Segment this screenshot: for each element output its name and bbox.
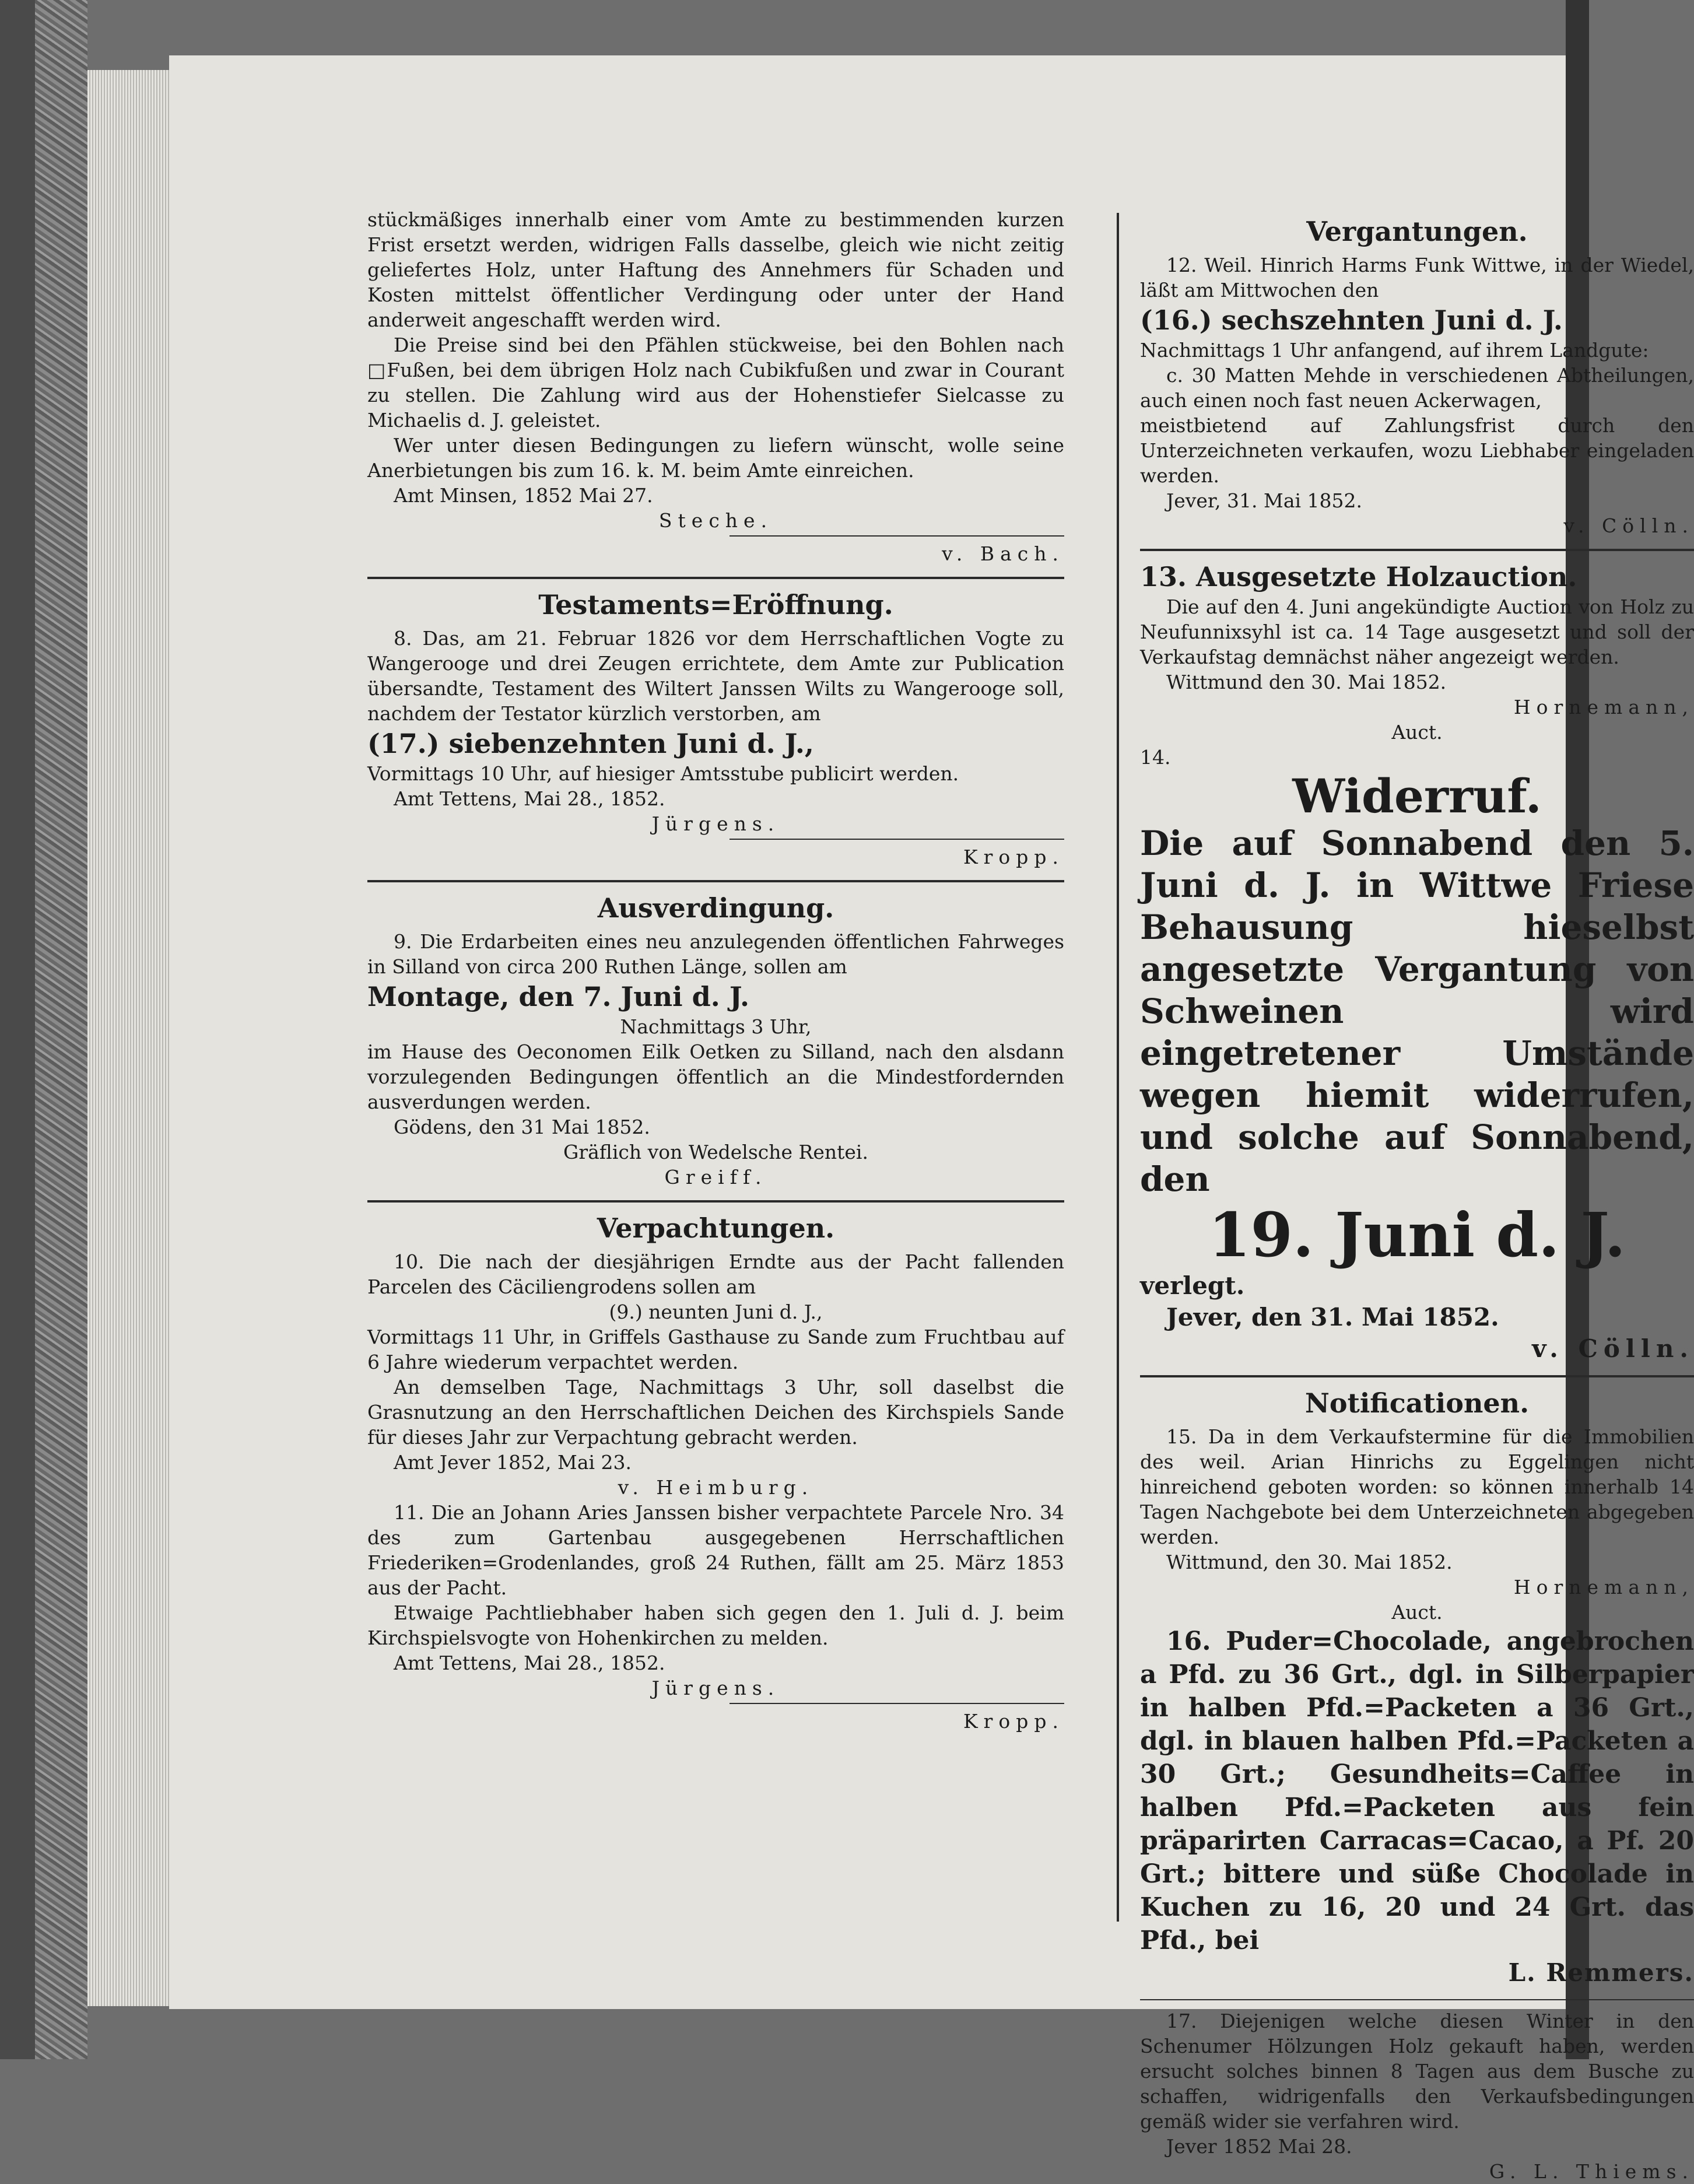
paragraph: Vormittags 10 Uhr, auf hiesiger Amtsstube publicirt werden. <box>367 762 959 785</box>
section-rule <box>1140 549 1694 551</box>
signature: v. Heimburg. <box>618 1476 814 1499</box>
notice-14-heading: Widerruf. <box>1292 769 1542 823</box>
section-rule <box>1140 1375 1694 1377</box>
signature: Steche. <box>658 509 773 532</box>
paragraph: An demselben Tage, Nachmittags 3 Uhr, soll daselbst die Grasnutzung an den Herrschaftlichen Deichen des Kirchspiels Sande für dieses Jahr zur Verpachtung gebracht werden. <box>367 1376 1064 1449</box>
signature: G. L. Thiems. <box>1489 2160 1694 2183</box>
signature-rule <box>729 1703 1064 1704</box>
signature: v. Bach. <box>942 542 1064 565</box>
date-line: Amt Tettens, Mai 28., 1852. <box>394 1652 665 1674</box>
notice-9: 9. Die Erdarbeiten eines neu anzulegenden öffentlichen Fahrweges in Silland von circa 200 Ruthen Länge, sollen am <box>367 930 1064 978</box>
newspaper-page <box>169 55 1694 2183</box>
date-line: Amt Minsen, 1852 Mai 27. <box>394 484 653 507</box>
paragraph: Etwaige Pachtliebhaber haben sich gegen den 1. Juli d. J. beim Kirchspielsvogte von Hohenkirchen zu melden. <box>367 1601 1064 1649</box>
notice-date: (17.) siebenzehnten Juni d. J., <box>367 728 814 759</box>
notice-15: 15. Da in dem Verkaufstermine für die Immobilien des weil. Arian Hinrichs zu Eggelingen nicht hinreichend geboten worden: so können innerhalb 14 Tagen Nachgebote bei dem Unterzeichneten abgegeben werden. <box>1140 1425 1694 1548</box>
date-line: Jever 1852 Mai 28. <box>1166 2135 1352 2158</box>
section-heading: Testaments=Eröffnung. <box>538 589 893 621</box>
date-line: Gödens, den 31 Mai 1852. <box>394 1116 650 1138</box>
right-column <box>1140 207 1694 2184</box>
notice-10: 10. Die nach der diesjährigen Erndte aus der Pacht fallenden Parcelen des Cäciliengrodens sollen am <box>367 1250 1064 1298</box>
section-heading: Verpachtungen. <box>597 1212 835 1244</box>
notice-14-date: 19. Juni d. J. <box>1208 1199 1626 1271</box>
notice-17: 17. Diejenigen welche diesen Winter in den Schenumer Hölzungen Holz gekauft haben, werden ersucht solches binnen 8 Tagen aus dem Busche zu schaffen, widrigenfalls den Verkaufsbedingungen gemäß wider sie verfahren wird. <box>1140 2010 1694 2133</box>
paragraph: c. 30 Matten Mehde in verschiedenen Abtheilungen, auch einen noch fast neuen Ackerwagen, <box>1140 364 1694 412</box>
section-heading: Ausverdingung. <box>597 892 834 924</box>
paragraph: stückmäßiges innerhalb einer vom Amte zu bestimmenden kurzen Frist ersetzt werden, widrigen Falls dasselbe, gleich wie nicht zeitig geliefertes Holz, unter Haftung des Annehmers für Schaden und Kosten mittelst öffentlicher Verdingung oder unter der Hand anderweit angeschafft werden wird. <box>367 208 1064 331</box>
paragraph: Nachmittags 1 Uhr anfangend, auf ihrem Landgute: <box>1140 339 1649 362</box>
notice-12: 12. Weil. Hinrich Harms Funk Wittwe, in der Wiedel, läßt am Mittwochen den <box>1140 254 1694 302</box>
paragraph: im Hause des Oeconomen Eilk Oetken zu Silland, nach den alsdann vorzulegenden Bedingungen öffentlich an die Mindestfordernden ausverdungen werden. <box>367 1040 1064 1113</box>
page-edges <box>87 70 169 2006</box>
organization: Gräflich von Wedelsche Rentei. <box>563 1141 868 1163</box>
date-line: Amt Jever 1852, Mai 23. <box>394 1451 632 1474</box>
signature: L. Remmers. <box>1508 1958 1694 1987</box>
book-cover-edge <box>0 0 87 2059</box>
notice-date: (9.) neunten Juni d. J., <box>609 1300 823 1323</box>
notice-13: Die auf den 4. Juni angekündigte Auction von Holz zu Neufunnixsyhl ist ca. 14 Tage ausgesetzt und soll der Verkaufstag demnächst näher angezeigt werden. <box>1140 595 1694 668</box>
paragraph: verlegt. <box>1140 1271 1245 1300</box>
date-line: Wittmund den 30. Mai 1852. <box>1166 671 1447 693</box>
notice-13-heading: 13. Ausgesetzte Holzauction. <box>1140 561 1577 593</box>
paragraph: Vormittags 11 Uhr, in Griffels Gasthause zu Sande zum Fruchtbau auf 6 Jahre wiederum verpachtet werden. <box>367 1326 1064 1373</box>
notice-16: 16. Puder=Chocolade, angebrochen a Pfd. zu 36 Grt., dgl. in Silberpapier in halben Pfd.=Packeten a 36 Grt., dgl. in blauen halben Pfd.=Packeten a 30 Grt.; Gesundheits=Caffee in halben Pfd.=Packeten aus fein präparirten Carracas=Cacao, a Pf. 20 Grt.; bittere und süße Chocolade in Kuchen zu 16, 20 und 24 Grt. das Pfd., bei <box>1140 1626 1694 1955</box>
signature: v. Cölln. <box>1563 514 1694 537</box>
date-line: Wittmund, den 30. Mai 1852. <box>1166 1551 1453 1573</box>
date-line: Jever, 31. Mai 1852. <box>1166 489 1363 512</box>
paragraph: Die Preise sind bei den Pfählen stückweise, bei den Bohlen nach □Fußen, bei dem übrigen Holz nach Cubikfußen und zwar in Courant zu stellen. Die Zahlung wird aus der Hohenstiefer Sielcasse zu Michaelis d. J. geleistet. <box>367 334 1064 432</box>
notice-11: 11. Die an Johann Aries Janssen bisher verpachtete Parcele Nro. 34 des zum Gartenbau ausgegebenen Herrschaftlichen Friederiken=Grodenlandes, groß 24 Ruthen, fällt am 25. März 1853 aus der Pacht. <box>367 1501 1064 1599</box>
section-rule <box>367 880 1064 882</box>
date-line: Jever, den 31. Mai 1852. <box>1166 1303 1499 1331</box>
notice-date: Montage, den 7. Juni d. J. <box>367 981 750 1012</box>
signature: Hornemann, <box>1513 1576 1694 1598</box>
signature: v. Cölln. <box>1532 1334 1694 1363</box>
signature: Kropp. <box>963 846 1064 868</box>
time-line: Nachmittags 3 Uhr, <box>620 1015 812 1038</box>
signature-rule <box>729 839 1064 840</box>
signature-title: Auct. <box>1391 721 1443 744</box>
signature: Jürgens. <box>651 812 780 835</box>
notice-date: (16.) sechszehnten Juni d. J. <box>1140 304 1563 336</box>
paragraph: meistbietend auf Zahlungsfrist durch den Unterzeichneten verkaufen, wozu Liebhaber eingeladen werden. <box>1140 414 1694 487</box>
column-divider <box>1117 213 1119 1922</box>
signature: Kropp. <box>963 1710 1064 1733</box>
signature: Jürgens. <box>651 1677 780 1699</box>
signature-title: Auct. <box>1391 1601 1443 1624</box>
notice-8: 8. Das, am 21. Februar 1826 vor dem Herrschaftlichen Vogte zu Wangerooge und drei Zeugen errichtete, dem Amte zur Publication übersandte, Testament des Wiltert Janssen Wilts zu Wangerooge soll, nachdem der Testator kürzlich verstorben, am <box>367 627 1064 725</box>
notice-14: Die auf Sonnabend den 5. Juni d. J. in Wittwe Friese Behausung hieselbst angesetzte Vergantung von Schweinen wird eingetretener Umstände wegen hiemit widerrufen, und solche auf Sonnabend, den <box>1140 823 1694 1199</box>
section-heading: Notificationen. <box>1304 1387 1530 1419</box>
notice-number: 14. <box>1140 746 1171 769</box>
date-line: Amt Tettens, Mai 28., 1852. <box>394 787 665 810</box>
section-rule <box>367 1200 1064 1203</box>
section-rule <box>367 577 1064 579</box>
paragraph: Wer unter diesen Bedingungen zu liefern wünscht, wolle seine Anerbietungen bis zum 16. k. M. beim Amte einreichen. <box>367 434 1064 482</box>
signature: Hornemann, <box>1513 696 1694 718</box>
section-rule <box>1140 1999 1694 2000</box>
signature-rule <box>729 535 1064 537</box>
section-heading: Vergantungen. <box>1306 216 1528 247</box>
signature: Greiff. <box>664 1166 767 1189</box>
left-column <box>367 207 1064 1734</box>
